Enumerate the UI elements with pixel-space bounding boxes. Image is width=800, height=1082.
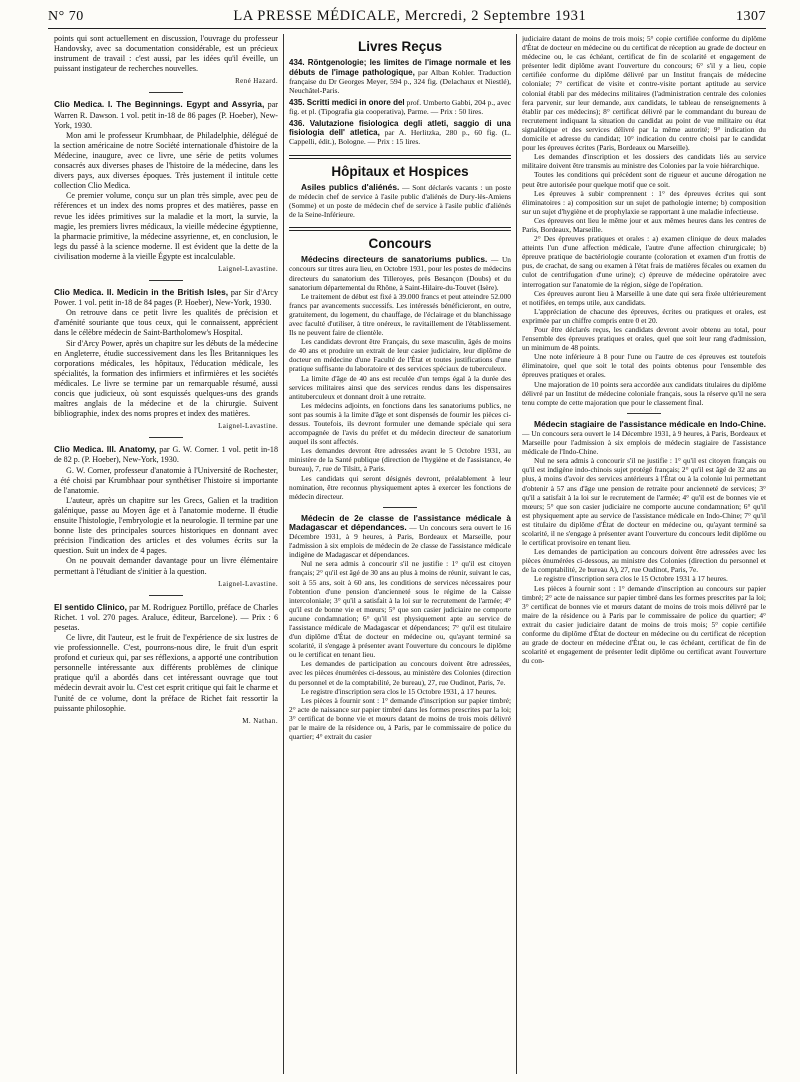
review-text: On retrouve dans ce petit livre les qualités de précision et d'aménité souriante que tous ceux, qui le connaissent, apprécient dans le célèbre médecin de Saint-Bartholomew's Hospital. (54, 308, 278, 338)
page-number: 1307 (735, 9, 766, 24)
notice-text: Le traitement de début est fixé à 39.000 francs et peut atteindre 52.000 francs par avancements successifs. Les intéressés bénéficieront, en outre, gratuitement, du logement, du chauffage, de l'éclairage et du blanchissage avec faculté d'utiliser, à titre onéreux, le ravitaillement de l'établissement. Ils ne peuvent faire de clientèle. (289, 291, 511, 338)
book-title: El sentido Clinico, (54, 601, 127, 612)
column-reviews (54, 34, 278, 1076)
book-review-heading (54, 602, 278, 633)
notice-body: — Sont déclarés vacants : un poste de médecin chef de service à l'asile public d'aliénés de Dury-lès-Amiens (Somme) et un poste de médecin chef de service à l'asile public d'aliénés de la Seine-Inférieure. (289, 182, 511, 220)
section-rule (289, 227, 511, 228)
issue-number: N° 70 (48, 9, 84, 24)
separator (383, 507, 417, 508)
notice-text (289, 514, 511, 559)
notice-text: L'appréciation de chacune des épreuves, écrites ou pratiques et orales, est exprimée par un chiffre compris entre 0 et 20. (522, 306, 766, 325)
review-signature: René Hazard. (235, 77, 278, 86)
notice-title: Asiles publics d'aliénés. (301, 181, 400, 192)
notice-body: — Un concours sera ouvert le 16 Décembre 1931, à 9 heures, à Paris, Bordeaux et Marseille, pour l'admission à six emplois de médecin de 2e classe de l'assistance médicale indigène de Madagascar et dépendances. (289, 522, 511, 560)
separator (149, 92, 183, 93)
review-text: L'auteur, après un chapitre sur les Grecs, Galien et la tradition galénique, passe au Moyen âge et à l'anatomie moderne. Il étudie ensuite l'histologie, l'embryologie et la neurologie. Il termine par une bonne liste des principales sources historiques en donnant avec précision l'indication des articles et des volumes écrits sur la question. Suit un index de 4 pages. (54, 495, 278, 556)
entry-title: 435. Scritti medici in onore del (289, 97, 405, 107)
notice-text: Les pièces à fournir sont : 1° demande d'inscription sur papier timbré; 2° acte de naissance sur papier timbré dans les formes prescrites par la loi; 3° certificat de bonne vie et mœurs datant de moins de trois mois délivré par le maire de la résidence ou, à Paris, par le commissaire de police du quartier; 4° extrait du casier (289, 695, 511, 742)
notice-text: Les candidats devront être Français, du sexe masculin, âgés de moins de 40 ans et produire un extrait de leur casier judiciaire, leur diplôme de docteur en médecine d'une Faculté de l'État et toutes justifications d'une pratique suffisante du laboratoire et des services spéciaux de tuberculeux. (289, 337, 511, 374)
book-meta: par Sir d'Arcy Power. 1 vol. petit in-18 de 84 pages (P. Hoeber), New-York, 1930. (54, 288, 278, 308)
header-rule (48, 28, 766, 29)
section-heading-concours: Concours (368, 236, 432, 252)
notice-text: Les candidats qui seront désignés devront, préalablement à leur nomination, être reconnus physiquement aptes à exercer les fonctions de médecin directeur. (289, 473, 511, 501)
notice-text: Toutes les conditions qui précèdent sont de rigueur et aucune dérogation ne peut être autorisée pour quelque motif que ce soit. (522, 170, 766, 189)
notice-text (289, 183, 511, 219)
review-signature: M. Nathan. (242, 716, 278, 725)
notice-title: Médecin de 2e classe de l'assistance médicale à Madagascar et dépendances. (289, 512, 511, 532)
notice-text (522, 420, 766, 456)
notice-text: Le registre d'inscription sera clos le 15 Octobre 1931, à 17 heures. (301, 686, 497, 696)
notice-text: Pour être déclarés reçus, les candidats devront avoir obtenu au total, pour l'ensemble des épreuves pratiques et orales, quel que soit leur rang d'admission, un minimum de 48 points. (522, 325, 766, 353)
section-heading-hopitaux: Hôpitaux et Hospices (331, 163, 469, 179)
separator (627, 413, 661, 414)
entry-meta: prof. Umberto Gabbi, 204 p., avec fig. et pl. (Tipografia gia cooperativa), Parme. — Prix : 50 lires. (289, 97, 511, 117)
review-text: Sir d'Arcy Power, après un chapitre sur les débuts de la médecine en Angleterre, étudie successivement dans les Îles Britanniques les corporations médicales, les hôpitaux, l'éducation médicale, les spécialités, la formation des infirmiers et infirmières et les sociétés médicales. Le livre se termine par un remarquable résumé, aussi concis que judicieux, où sont esquissés quelques-uns des grands maîtres anglais de la médecine et de la chirurgie. Suivent bibliographie, index des noms propres et index des matières. (54, 338, 278, 419)
book-meta: par M. Rodriguez Portillo, préface de Charles Richet. 1 vol. 270 pages. Araluce, éditeur, Barcelone). — Prix : 6 pesetas. (54, 602, 278, 632)
review-text: G. W. Corner, professeur d'anatomie à l'Université de Rochester, a été choisi par Krumbhaar pour synthétiser l'histoire si importante de l'anatomie. (54, 465, 278, 495)
notice-text: Ces épreuves ont lieu le même jour et aux mêmes heures dans les centres de Paris, Bordeaux, Marseille. (522, 215, 766, 234)
book-title: Clio Medica. III. Anatomy, (54, 444, 157, 455)
review-text: points qui sont actuellement en discussion, l'ouvrage du professeur Handovsky, avec sa documentation considérable, est un précieux instrument de travail : c'est aussi, par les idées qu'il éveille, un puissant instigateur de recherches nouvelles. (54, 34, 278, 74)
section-heading-livres: Livres Reçus (357, 39, 443, 54)
notice-title: Médecin stagiaire de l'assistance médicale en Indo-Chine. (534, 418, 766, 429)
notice-body: — Un concours sera ouvert le 14 Décembre 1931, à 9 heures, à Paris, Bordeaux et Marseille pour l'admission à six emplois de médecin stagiaire de l'assistance médicale de l'Indo-Chine. (522, 428, 766, 457)
notice-text: Les demandes devront être adressées avant le 5 Octobre 1931, au ministère de la Santé publique (direction de l'hygiène et de l'assistance, 4e bureau), 7, rue de Tilsitt, à Paris. (289, 446, 511, 474)
column-concours-continued (522, 34, 766, 1076)
book-entry (289, 98, 511, 117)
book-title: Clio Medica. I. The Beginnings. Egypt and Assyria, (54, 99, 265, 110)
notice-text: 2° Des épreuves pratiques et orales : a) examen clinique de deux malades atteints l'un d'une affection médicale, l'autre d'une affection chirurgicale; b) épreuve pratique de bactériologie courante (coloration et examen d'un frottis de pus, de crachat, de sang ou examen à l'état frais de matières fécales ou examen du culot de centrifugation d'une urine); c) épreuve de médecine opératoire avec interrogation sur l'anatomie de la région, siège de l'opération. (522, 234, 766, 289)
review-signature: Laignel-Lavastine. (218, 579, 278, 588)
column-divider (516, 34, 517, 1074)
section-rule (289, 158, 511, 159)
book-meta: par Warren R. Dawson. 1 vol. petit in-18 de 86 pages (P. Hoeber), New-York, 1930. (54, 100, 278, 130)
section-rule (289, 155, 511, 156)
notice-text: Les médecins adjoints, en fonctions dans les sanatoriums publics, ne sont pas soumis à la limite d'âge et sont dispensés de fournir les pièces ci-dessus. Toutefois, ils devront formuler une demande spéciale qui sera accompagnée de l'avis du préfet et du médecin directeur de sanatorium auquel ils sont affectés. (289, 400, 511, 447)
notice-text: Les épreuves à subir comprennent : 1° des épreuves écrites qui sont éliminatoires : a) composition sur un sujet de pathologie interne; b) composition sur un sujet d'hygiène et de prophylaxie se rapportant à une maladie infectieuse. (522, 188, 766, 216)
separator (149, 280, 183, 281)
notice-text: Les demandes de participation au concours doivent être adressées, avec les pièces énumérées ci-dessous, au ministère des Colonies (direction du personnel et de la comptabilité, 2e bureau), 27, rue Oudinot, Paris, 7e. (289, 659, 511, 687)
entry-title: 436. Valutazione fisiologica degli atleti, saggio di una fisiologia dell' atletica, (289, 118, 511, 137)
book-meta: par G. W. Corner. 1 vol. petit in-18 de 82 p. (P. Hoeber), New-York, 1930. (54, 445, 278, 465)
book-entry (289, 58, 511, 96)
notice-text: Une majoration de 10 points sera accordée aux candidats titulaires du diplôme délivré par un Institut de médecine coloniale français, sous la réserve qu'il ne sera tenu compte de cette majoration que pour le classement final. (522, 379, 766, 407)
book-review-heading (54, 444, 278, 465)
page-header (48, 8, 766, 28)
review-text: Ce premier volume, conçu sur un plan très simple, avec peu de références et un index des noms propres et des matières, passe en revue les idées primitives sur la maladie et la mort, la survie, la magie, les premiers livres médicaux, la vieille médecine égyptienne, la pharmacie primitive, la médecine assyrienne, et, en conclusion, le legs du passé à la science moderne. Il est évident que la dette de la civilisation moderne à la vieille Égypte est incalculable. (54, 191, 278, 261)
book-review-heading (54, 287, 278, 308)
review-signature: Laignel-Lavastine. (218, 422, 278, 431)
notice-text: Ces épreuves auront lieu à Marseille à une date qui sera fixée ultérieurement et notifiées, en temps utile, aux candidats. (522, 288, 766, 307)
entry-meta: par Alban Kohler. Traduction française du Dr Georges Meyer, 594 p., 324 fig. (Delachaux et Niestlé), Neuchâtel-Paris. (289, 67, 511, 96)
review-text: On ne pouvait demander davantage pour un livre élémentaire permettant à l'étudiant de s'initier à la question. (54, 556, 278, 576)
notice-text: Nul ne sera admis à concourir s'il ne justifie : 1° qu'il est citoyen français; 2° qu'il est âgé de 30 ans au plus à moins de réunir, suivant le cas, soit à 55 ans, soit à 60 ans, les conditions de services nécessaires pour l'obtention d'une pension d'ancienneté sous le régime de la Caisse intercoloniale; 3° qu'il a satisfait à la loi sur le recrutement de l'armée; 4° qu'il est de bonne vie et mœurs; 5° que son casier judiciaire ne comporte aucune condamnation; 6° qu'il est physiquement apte au service de l'assistance médicale de Madagascar et dépendances; 7° qu'il est titulaire d'un diplôme d'État de docteur en médecine ou, qu'ayant terminé sa scolarité, il s'engage à présenter avant l'ouverture du concours le diplôme ou le certificat en tenant lieu. (289, 559, 511, 660)
notice-text: Une note inférieure à 8 pour l'une ou l'autre de ces épreuves est toutefois éliminatoire, quel que soit le total des points obtenus pour l'ensemble des épreuves pratiques et orales. (522, 352, 766, 380)
notice-text: Les pièces à fournir sont : 1° demande d'inscription au concours sur papier timbré; 2° acte de naissance sur papier timbré dans les formes prescrites par la loi; 3° certificat de bonnes vie et mœurs datant de moins de trois mois délivré par le maire de la résidence ou à Paris par le commissaire de police du quartier; 4° extrait du casier judiciaire datant de moins de trois mois; 5° copie certifiée conforme du diplôme d'État de docteur en médecine ou du certificat de réception au grade de docteur en médecine d'État ou, le cas échéant, certificat de fin de scolarité et engagement de présenter ledit diplôme ou certificat avant l'ouverture du con- (522, 583, 766, 666)
column-notices (289, 34, 511, 1076)
notice-text: judiciaire datant de moins de trois mois; 5° copie certifiée conforme du diplôme d'État de docteur en médecine ou du certificat de réception au grade de docteur en médecine ou, le cas échéant, certificat de fin de scolarité et engagement de présenter ledit diplôme avant l'ouverture du concours; 6° s'il y a lieu, copie certifiée conforme du diplôme délivré par un Institut français de médecine coloniale; 7° certificat de visite et contre-visite portant aptitude au service colonial établi par des médecins militaires (l'administration centrale des colonies fera parvenir, sur leur demande, aux candidats, le tableau de renseignements à établir par ces médecins); 8° certificat délivré par le commandant du bureau de recrutement indiquant la situation du candidat au point de vue militaire ou état signalétique et des services délivré par la même autorité; 9° indication du domicile et adresse du candidat; 10° indication du centre choisi par le candidat pour les épreuves écrites (Paris, Bordeaux ou Marseille). (522, 34, 766, 153)
book-review-heading (54, 99, 278, 130)
notice-text (289, 255, 511, 291)
book-entry (289, 119, 511, 147)
journal-title: LA PRESSE MÉDICALE, Mercredi, 2 Septembre 1931 (233, 8, 587, 24)
review-text: Mon ami le professeur Krumbhaar, de Philadelphie, délégué de la section américaine de notre Société internationale d'histoire de la Médecine, inaugure, avec ce livre, une série de petits volumes consacrés aux diverses phases de l'histoire de la médecine, dans les divers pays, aux diverses époques. Très justement il intitule cette collection Clio Medica. (54, 130, 278, 191)
entry-title: 434. Röntgenologie; les limites de l'image normale et les débuts de l'image pathologique, (289, 58, 511, 77)
book-title: Clio Medica. II. Medicin in the British Isles, (54, 287, 229, 298)
notice-text: Les demandes d'inscription et les dossiers des candidats liés au service militaire doivent être transmis au ministre des Colonies par la voie hiérarchique. (522, 152, 766, 171)
entry-meta: par A. Herlitzka, 280 p., 60 fig. (L. Cappelli, édit.), Bologne. — Prix : 15 lires. (289, 127, 511, 147)
separator (149, 595, 183, 596)
notice-text: Nul ne sera admis à concourir s'il ne justifie : 1° qu'il est citoyen français ou qu'il est indigène indo-chinois sujet protégé français; 2° qu'il est âgé de 32 ans au plus, à moins d'avoir des services antérieurs à l'État ou à la colonie lui permettant d'obtenir à 57 ans d'âge une pension de retraite pour ancienneté de services; 3° qu'il a satisfait à la loi sur le recrutement de l'armée; 4° qu'il est de bonnes vie et mœurs; 5° que son casier judiciaire ne comporte aucune condamnation; 6° qu'il est physiquement apte au service de l'assistance médicale en Indo-Chine; 7° qu'il est titulaire du diplôme d'État de docteur en médecine ou, qu'ayant terminé sa scolarité, il ne s'engage à présenter avant l'ouverture du concours ledit diplôme ou le certificat provisoire en tenant lieu. (522, 456, 766, 548)
review-signature: Laignel-Lavastine. (218, 264, 278, 273)
notice-body: — Un concours sur titres aura lieu, en Octobre 1931, pour les postes de médecins directeurs du sanatorium des Tilleroyes, près Besançon (Doubs) et du sanatorium départemental du Rhône, à Saint-Hilaire-du-Touvet (Isère). (289, 255, 511, 292)
notice-text: La limite d'âge de 40 ans est reculée d'un temps égal à la durée des services militaires ainsi que des services rendus dans les dispensaires antituberculeux et donnant droit à une retraite. (289, 373, 511, 401)
notice-text: Le registre d'inscription sera clos le 15 Octobre 1931 à 17 heures. (534, 574, 728, 584)
column-divider (283, 34, 284, 1074)
notice-text: Les demandes de participation au concours doivent être adressées avec les pièces énumérées ci-dessous, au ministre des Colonies (direction du personnel et de la comptabilité, 2e bureau A), 27, rue Oudinot, Paris, 7e. (522, 547, 766, 575)
review-text: Ce livre, dit l'auteur, est le fruit de l'expérience de six lustres de vie professionnelle. C'est, pourrons-nous dire, le fruit d'un esprit profond et curieux qui, par ses réflexions, a apporté une contribution personnelle intéressante aux différents problèmes de clinique pratique qu'il a abordés dans cet intéressant ouvrage que tout médecin devrait avoir lu. C'est cet esprit critique qui fait le charme et l'unité de ce volume, dont la préface de Richet fait ressortir la puissante philosophie. (54, 632, 278, 713)
section-rule (289, 230, 511, 231)
notice-title: Médecins directeurs de sanatoriums publics. (301, 254, 488, 265)
separator (149, 437, 183, 438)
